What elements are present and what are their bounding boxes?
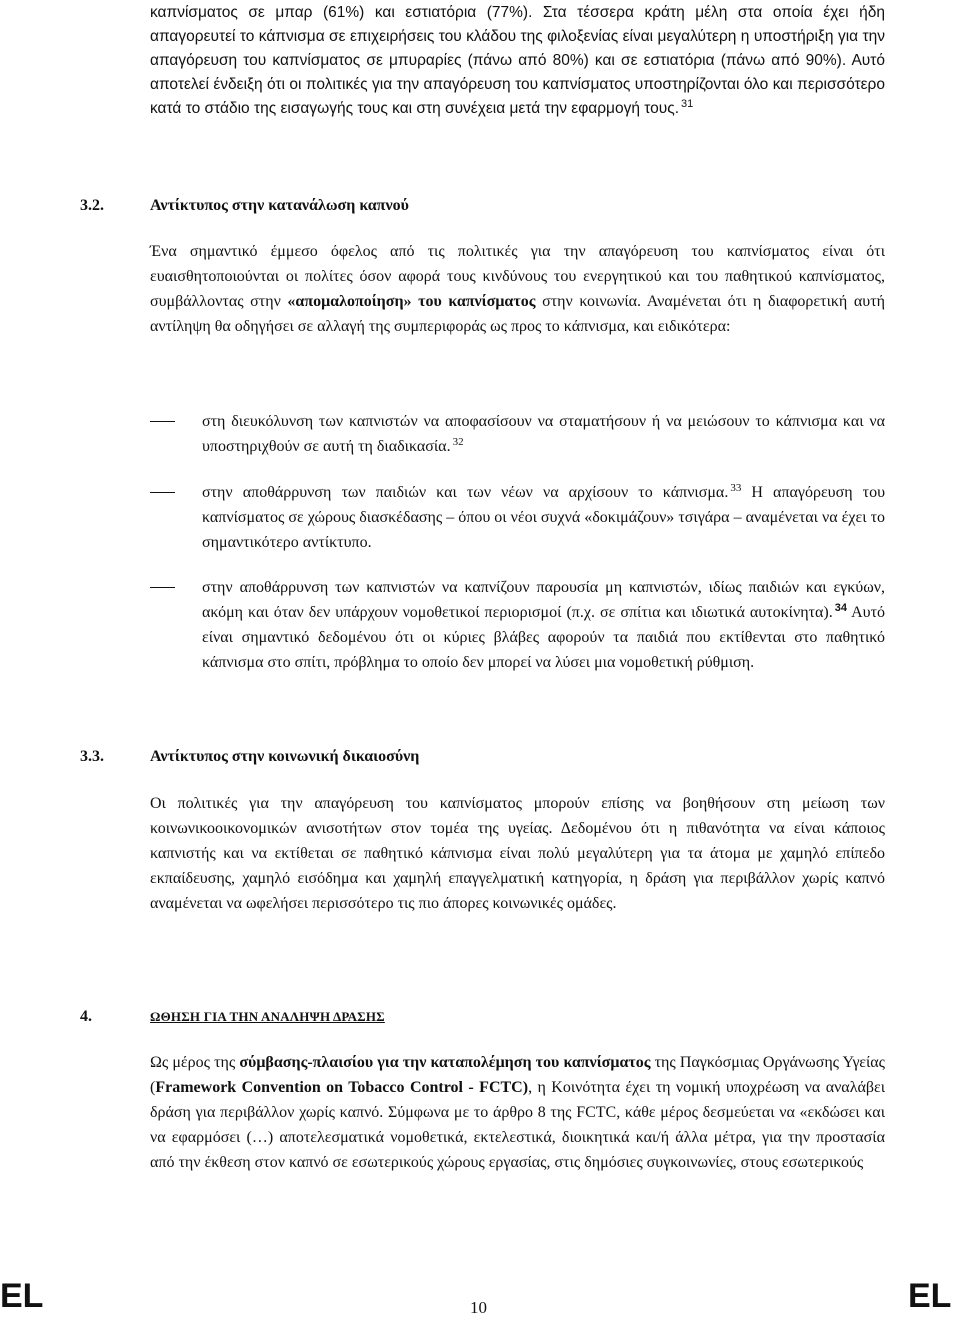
footnote-ref-33: 33 — [730, 481, 742, 494]
page-number: 10 — [470, 1298, 487, 1317]
bullet-3-text: στην αποθάρρυνση των καπνιστών να καπνίζουν παρουσία μη καπνιστών, ιδίως παιδιών και εγκύων, ακόμη και όταν δεν υπάρχουν νομοθετικοί περιορισμοί (π.χ. σε σπίτια και ιδιωτικά αυτοκίνητα). — [202, 579, 885, 621]
bullet-3-text-after: Αυτό είναι σημαντικό δεδομένου ότι οι κύριες βλάβες αφορούν τα παιδιά που εκτίθενται στο παθητικό κάπνισμα στο σπίτι, πρόβλημα το οποίο δεν μπορεί να λύσει μια νομοθετική ρύθμιση. — [202, 604, 885, 671]
section-title-4: ΩΘΗΣΗ ΓΙΑ ΤΗΝ ΑΝΑΛΗΨΗ ΔΡΑΣΗΣ — [150, 1009, 385, 1024]
footer-language-right: EL — [908, 1277, 952, 1315]
footnote-ref-34: 34 — [834, 601, 847, 614]
section-4-bold-2: Framework Convention on Tobacco Control - FCTC) — [155, 1079, 529, 1096]
intro-text-b: Αυτό αποτελεί ένδειξη ότι οι πολιτικές για την απαγόρευση του καπνίσματος υποστηρίζονται όλο και περισσότερο κατά το στάδιο της εισαγωγής τους και στη συνέχεια μετά την εφαρμογή τους. — [150, 52, 885, 117]
bullet-2-text: στην αποθάρρυνση των παιδιών και των νέων να αρχίσουν το κάπνισμα. — [202, 484, 729, 501]
footer-language-left: EL — [0, 1277, 44, 1315]
bullet-item-3 — [202, 575, 885, 675]
bullet-dash-2 — [150, 492, 175, 493]
section-4-text-3: , η Κοινότητα έχει τη νομική υποχρέωση να αναλάβει δράση για περιβάλλον χωρίς καπνό. Σύμφωνα με το άρθρο 8 της FCTC, κάθε μέρος δεσμεύεται να «εκδώσει και να εφαρμόσει (…) αποτελεσματικά νομοθετικά, εκτελεστικά, διοικητικά και/ή άλλα μέτρα, για την προστασία από την έκθεση στον καπνό σε εσωτερικούς χώρους εργασίας, στις δημόσιες συγκοινωνίες, στους εσωτερικούς — [150, 1079, 885, 1171]
section-3-2-text-3: Αναμένεται ότι η διαφορετική αυτή αντίληψη θα οδηγήσει σε αλλαγή της συμπεριφοράς ως προς το κάπνισμα, και ειδικότερα: — [150, 293, 885, 335]
bullet-1-text: στη διευκόλυνση των καπνιστών να αποφασίσουν να σταματήσουν ή να μειώσουν το κάπνισμα και να υποστηριχθούν σε αυτή τη διαδικασία. — [202, 413, 885, 455]
bullet-dash-3 — [150, 587, 175, 588]
section-title-3-3: Αντίκτυπος στην κοινωνική δικαιοσύνη — [150, 748, 420, 765]
section-4-text-2: της Παγκόσμιας Οργάνωσης Υγείας ( — [150, 1054, 886, 1096]
section-number-3-3: 3.3. — [80, 748, 104, 765]
section-3-2-paragraph — [150, 239, 885, 339]
section-4-text-1: Ως μέρος της — [150, 1054, 236, 1071]
section-3-2-bold-phrase: «απομαλοποίηση» του καπνίσματος — [287, 293, 536, 310]
section-title-3-2: Αντίκτυπος στην κατανάλωση καπνού — [150, 197, 409, 214]
intro-text-a: Στα τέσσερα κράτη μέλη στα οποία έχει ήδη απαγορευτεί το κάπνισμα σε επιχειρήσεις του κλάδου της φιλοξενίας είναι μεγαλύτερη η υποστήριξη για την απαγόρευση του καπνίσματος σε μπυραρίες (πάνω από 80%) και σε εστιατόρια (πάνω από 90%). — [150, 4, 885, 69]
section-number-4: 4. — [80, 1008, 92, 1025]
intro-line-1: καπνίσματος σε μπαρ (61%) και εστιατόρια (77%). — [150, 4, 533, 21]
footnote-ref-31: 31 — [681, 97, 694, 110]
bullet-item-2 — [202, 480, 885, 555]
section-4-paragraph — [150, 1050, 885, 1175]
section-number-3-2: 3.2. — [80, 197, 104, 214]
bullet-2-text-after: Η απαγόρευση του καπνίσματος σε χώρους διασκέδασης – όπου οι νέοι συχνά «δοκιμάζουν» τσιγάρα – αναμένεται να έχει το σημαντικότερο αντίκτυπο. — [202, 484, 886, 551]
section-3-2-text-2: στην κοινωνία. — [542, 293, 642, 310]
bullet-dash-1 — [150, 421, 175, 422]
section-3-3-paragraph: Οι πολιτικές για την απαγόρευση του καπνίσματος μπορούν επίσης να βοηθήσουν στη μείωση των κοινωνικοοικονομικών ανισοτήτων στον τομέα της υγείας. Δεδομένου ότι η πιθανότητα να είναι κάποιος καπνιστής και να εκτίθεται σε παθητικό κάπνισμα είναι πολύ μεγαλύτερη για τα άτομα με χαμηλό επίπεδο εκπαίδευσης, χαμηλό εισόδημα και χαμηλή επαγγελματική κατηγορία, η δράση για περιβάλλον χωρίς καπνό αναμένεται να ωφελήσει περισσότερο τις πιο άπορες κοινωνικές ομάδες. — [150, 795, 885, 912]
bullet-item-1 — [202, 409, 885, 459]
footnote-ref-32: 32 — [452, 435, 464, 448]
section-4-bold-1: σύμβασης-πλαισίου για την καταπολέμηση του καπνίσματος — [239, 1054, 651, 1071]
intro-paragraph — [150, 1, 885, 121]
section-3-2-text-1: Ένα σημαντικό έμμεσο όφελος από τις πολιτικές για την απαγόρευση του καπνίσματος είναι ότι ευαισθητοποιούνται οι πολίτες όσον αφορά τους κινδύνους του ενεργητικού και του παθητικού καπνίσματος, συμβάλλοντας στην — [150, 243, 885, 310]
